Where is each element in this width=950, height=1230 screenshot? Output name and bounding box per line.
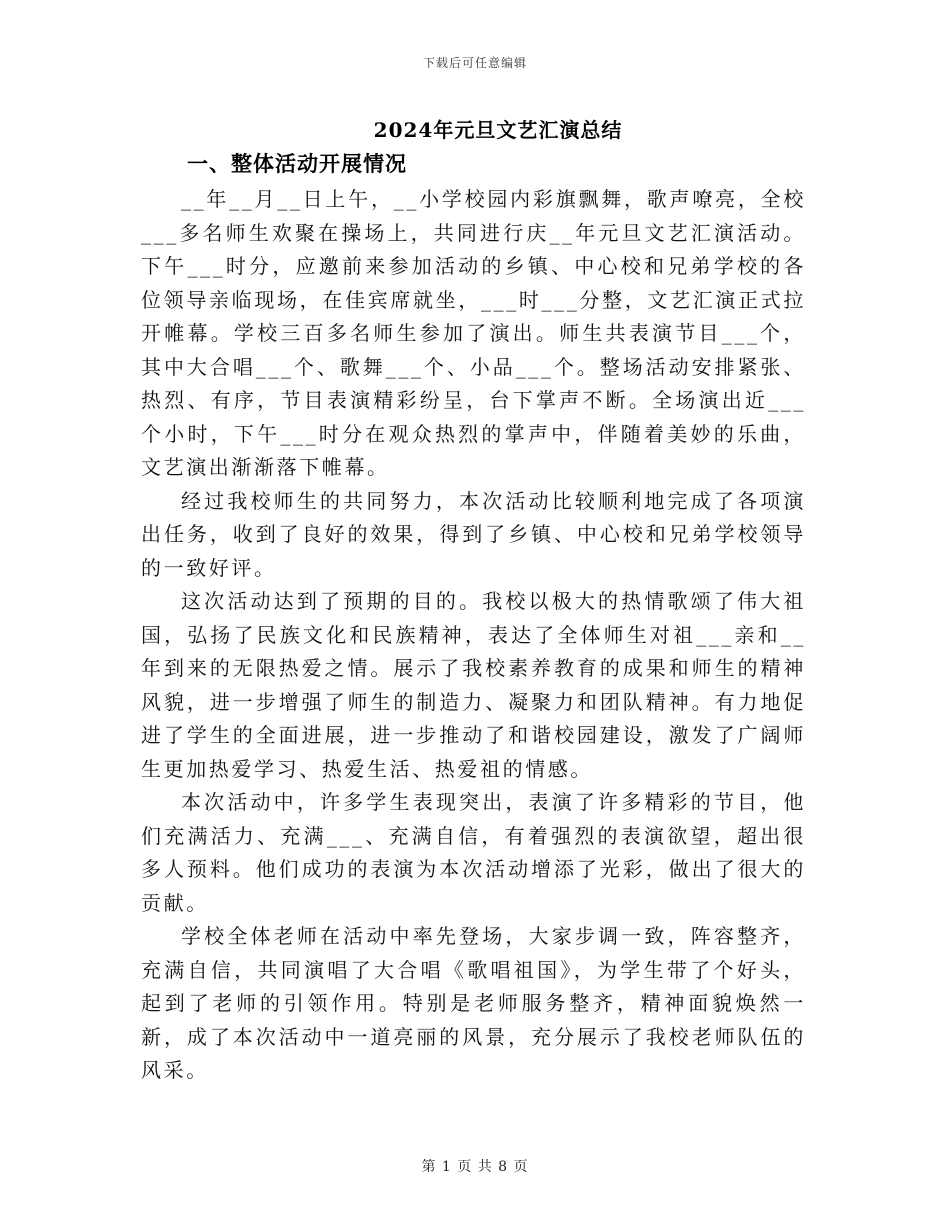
document-title: 2024年元旦文艺汇演总结 <box>373 118 623 142</box>
document-body <box>141 183 806 1088</box>
paragraph: 学校全体老师在活动中率先登场，大家步调一致，阵容整齐，充满自信，共同演唱了大合唱《歌唱祖国》，为学生带了个好头，起到了老师的引领作用。特别是老师服务整齐，精神面貌焕然一新，成了本次活动中一道亮丽的风景，充分展示了我校老师队伍的风采。 <box>141 924 806 1082</box>
page-header-note: 下载后可任意编辑 <box>422 56 527 70</box>
paragraph: __年__月__日上午，__小学校园内彩旗飘舞，歌声嘹亮，全校___多名师生欢聚在操场上，共同进行庆__年元旦文艺汇演活动。下午___时分，应邀前来参加活动的乡镇、中心校和兄弟学校的各位领导亲临现场，在佳宾席就坐，___时___分整，文艺汇演正式拉开帷幕。学校三百多名师生参加了演出。师生共表演节目___个，其中大合唱___个、歌舞___个、小品___个。整场活动安排紧张、热烈、有序，节目表演精彩纷呈，台下掌声不断。全场演出近___个小时，下午___时分在观众热烈的掌声中，伴随着美妙的乐曲，文艺演出渐渐落下帷幕。 <box>141 187 806 479</box>
paragraph: 经过我校师生的共同努力，本次活动比较顺利地完成了各项演出任务，收到了良好的效果，得到了乡镇、中心校和兄弟学校领导的一致好评。 <box>141 488 806 580</box>
paragraph: 本次活动中，许多学生表现突出，表演了许多精彩的节目，他们充满活力、充满___、充满自信，有着强烈的表演欲望，超出很多人预料。他们成功的表演为本次活动增添了光彩，做出了很大的贡献。 <box>141 790 806 915</box>
paragraph: 这次活动达到了预期的目的。我校以极大的热情歌颂了伟大祖国，弘扬了民族文化和民族精神，表达了全体师生对祖___亲和__年到来的无限热爱之情。展示了我校素养教育的成果和师生的精神风貌，进一步增强了师生的制造力、凝聚力和团队精神。有力地促进了学生的全面进展，进一步推动了和谐校园建设，激发了广阔师生更加热爱学习、热爱生活、热爱祖的情感。 <box>141 589 806 781</box>
page-number: 第 1 页 共 8 页 <box>421 1159 529 1175</box>
section-heading: 一、整体活动开展情况 <box>187 151 407 176</box>
